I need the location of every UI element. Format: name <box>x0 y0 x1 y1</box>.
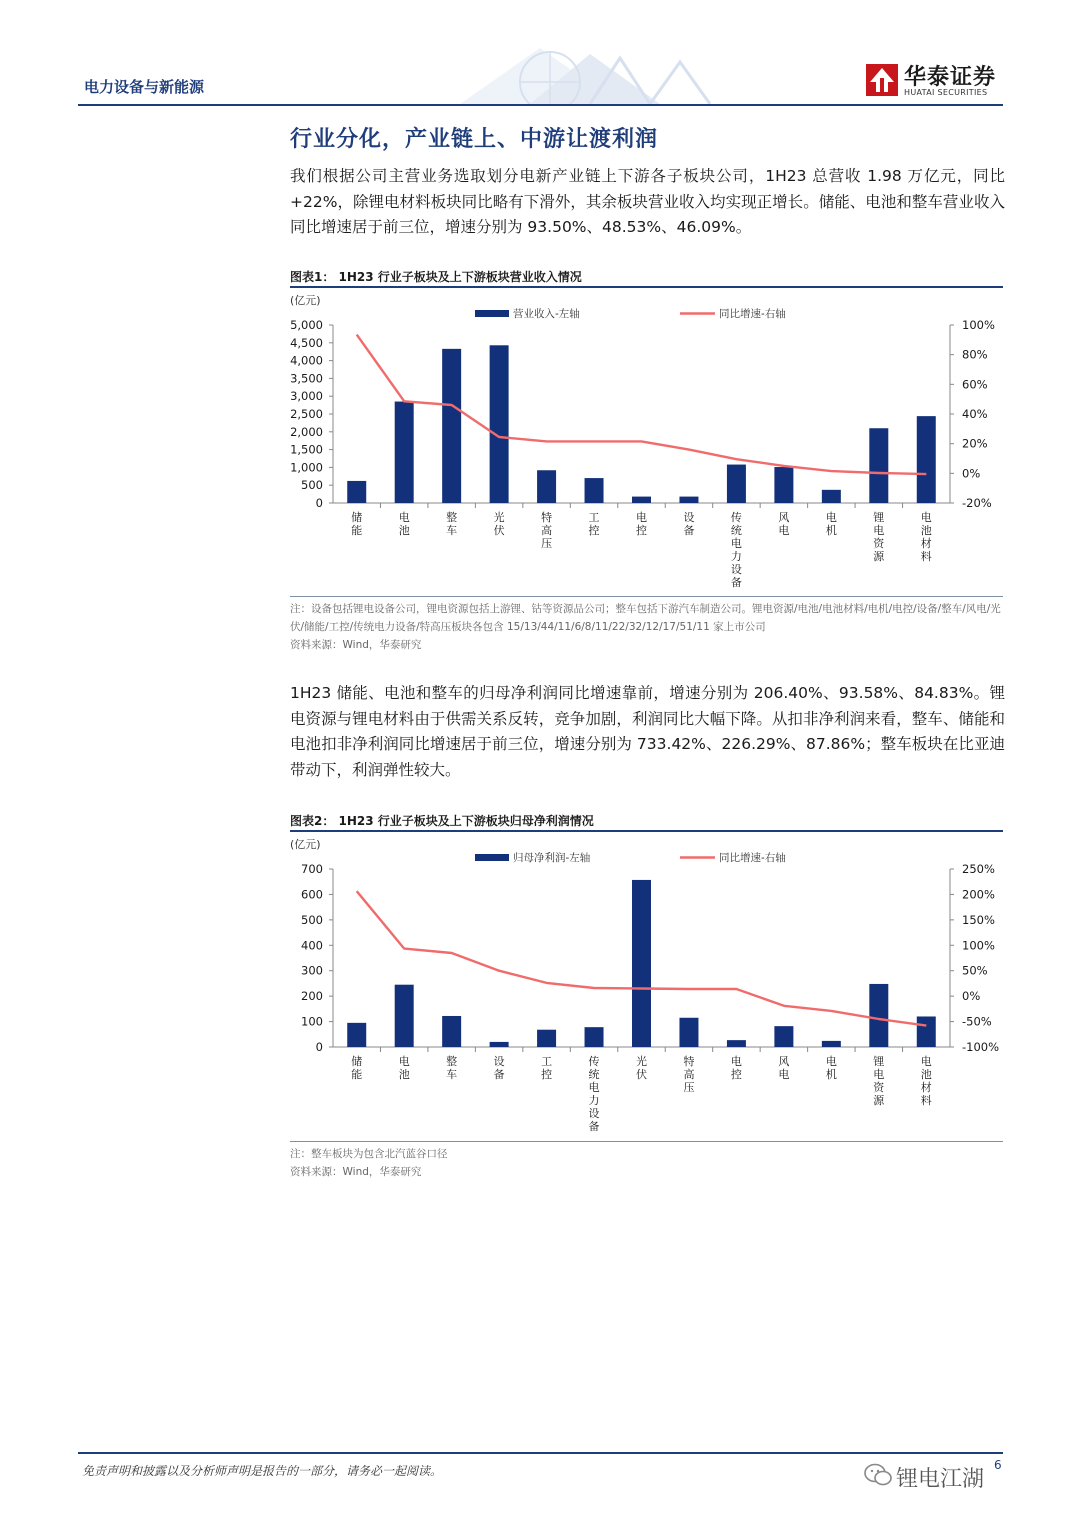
bar-工控 <box>585 478 604 503</box>
x-label-电机: 电机 <box>825 511 837 537</box>
figure2-title: 图表2： 1H23 行业子板块及上下游板块归母净利润情况 <box>290 814 594 828</box>
right-tick-label: 20% <box>962 436 988 451</box>
legend-bar-label: 营业收入-左轴 <box>513 308 580 320</box>
bar-储能 <box>347 1023 366 1047</box>
x-label-整车: 整车 <box>446 511 458 537</box>
page-number: 6 <box>994 1458 1002 1472</box>
left-tick-label: 5,000 <box>290 318 323 332</box>
figure2-note: 注：整车板块为包含北汽蓝谷口径 <box>290 1148 448 1160</box>
paragraph-profit: 1H23 储能、电池和整车的归母净利润同比增速靠前，增速分别为 206.40%、93.58%、84.83%。锂电资源与锂电材料由于供需关系反转，竞争加剧，利润同比大幅下降。从扣非净利润来看，整车、储能和电池扣非净利润同比增速居于前三位，增速分别为 733.42%、226.29%、87.86%；整车板块在比亚迪带动下，利润弹性较大。 <box>290 684 1005 779</box>
right-tick-label: 200% <box>962 887 995 902</box>
left-tick-label: 3,500 <box>290 371 323 386</box>
chart1-unit-label: (亿元) <box>290 294 321 307</box>
bar-风电 <box>774 467 793 503</box>
bar-电机 <box>822 1041 841 1047</box>
left-tick-label: 2,500 <box>290 407 323 421</box>
left-tick-label: 0 <box>315 496 323 510</box>
x-label-锂电资源: 锂电资源 <box>873 1055 885 1107</box>
figure1-chart <box>285 288 1010 593</box>
footer-rule <box>78 1452 1003 1454</box>
bar-设备 <box>490 1042 509 1047</box>
right-tick-label: 100% <box>962 938 995 953</box>
right-tick-label: 0% <box>962 466 981 481</box>
logo-text-en: HUATAI SECURITIES <box>904 88 988 97</box>
x-label-电池: 电池 <box>398 511 410 537</box>
header-rule <box>78 104 1003 106</box>
bar-整车 <box>442 349 461 503</box>
chart2-unit-label: (亿元) <box>290 838 321 851</box>
bar-光伏 <box>632 880 651 1047</box>
bar-锂电资源 <box>869 428 888 503</box>
legend-bar-swatch <box>475 310 509 317</box>
x-label-工控: 工控 <box>541 1055 553 1081</box>
figure1-source: 资料来源：Wind，华泰研究 <box>290 639 422 651</box>
figure1-bottom-rule <box>290 596 1003 597</box>
left-tick-label: 500 <box>301 478 323 493</box>
bar-特高压 <box>537 470 556 503</box>
huatai-logo-icon <box>866 64 898 96</box>
left-tick-label: 600 <box>301 887 323 902</box>
growth-line <box>357 335 927 475</box>
x-label-特高压: 特高压 <box>541 511 553 550</box>
bar-储能 <box>347 481 366 503</box>
bar-风电 <box>774 1026 793 1047</box>
x-label-锂电资源: 锂电资源 <box>873 511 885 563</box>
x-label-传统电力设备: 传统电力设备 <box>730 511 742 589</box>
legend-bar-swatch <box>475 854 509 861</box>
right-tick-label: -20% <box>962 496 992 510</box>
report-section-name: 电力设备与新能源 <box>84 78 205 96</box>
left-tick-label: 1,000 <box>290 460 323 475</box>
bar-工控 <box>537 1030 556 1047</box>
watermark-text: 锂电江湖 <box>896 1467 985 1492</box>
section-title: 行业分化，产业链上、中游让渡利润 <box>290 127 659 152</box>
left-tick-label: 2,000 <box>290 424 323 439</box>
figure1-title: 图表1： 1H23 行业子板块及上下游板块营业收入情况 <box>290 270 582 284</box>
x-label-电机: 电机 <box>825 1055 837 1081</box>
bar-整车 <box>442 1016 461 1047</box>
right-tick-label: 60% <box>962 377 988 392</box>
bar-电控 <box>727 1040 746 1047</box>
left-tick-label: 700 <box>301 862 323 876</box>
bar-传统电力设备 <box>585 1027 604 1047</box>
x-label-设备: 设备 <box>493 1055 505 1081</box>
header-decoration <box>420 38 720 106</box>
right-tick-label: 50% <box>962 963 988 978</box>
x-label-电控: 电控 <box>730 1055 742 1081</box>
bar-电机 <box>822 490 841 503</box>
right-tick-label: -50% <box>962 1014 992 1029</box>
x-label-电池: 电池 <box>398 1055 410 1081</box>
x-label-特高压: 特高压 <box>683 1055 695 1094</box>
right-tick-label: 150% <box>962 912 995 927</box>
logo-text-cn: 华泰证券 <box>904 65 997 90</box>
bar-传统电力设备 <box>727 465 746 503</box>
x-label-设备: 设备 <box>683 511 695 537</box>
legend-bar-label: 归母净利润-左轴 <box>513 852 591 864</box>
x-label-工控: 工控 <box>588 511 600 537</box>
bar-设备 <box>679 497 698 503</box>
bar-锂电资源 <box>869 984 888 1047</box>
x-label-储能: 储能 <box>351 1055 363 1081</box>
x-label-传统电力设备: 传统电力设备 <box>588 1055 600 1133</box>
x-label-电池材料: 电池材料 <box>920 511 932 563</box>
x-label-光伏: 光伏 <box>493 511 505 537</box>
left-tick-label: 100 <box>301 1014 323 1029</box>
legend-line-label: 同比增速-右轴 <box>719 308 786 320</box>
figure2-bottom-rule <box>290 1141 1003 1142</box>
bar-电池材料 <box>917 1016 936 1047</box>
right-tick-label: 40% <box>962 407 988 421</box>
figure2-source: 资料来源：Wind，华泰研究 <box>290 1166 422 1178</box>
figure2-chart <box>285 832 1010 1137</box>
left-tick-label: 500 <box>301 912 323 927</box>
x-label-电控: 电控 <box>636 511 647 537</box>
bar-电池材料 <box>917 416 936 503</box>
left-tick-label: 400 <box>301 938 323 953</box>
right-tick-label: 250% <box>962 862 995 876</box>
x-label-风电: 风电 <box>778 511 790 537</box>
paragraph-revenue: 我们根据公司主营业务选取划分电新产业链上下游各子板块公司，1H23 总营收 1.98 万亿元，同比+22%，除锂电材料板块同比略有下滑外，其余板块营业收入均实现正增长。储能、电池和整车营业收入同比增速居于前三位，增速分别为 93.50%、48.53%、46.09%。 <box>290 167 1005 236</box>
left-tick-label: 300 <box>301 963 323 978</box>
right-tick-label: 80% <box>962 347 988 362</box>
right-tick-label: -100% <box>962 1040 1000 1054</box>
left-tick-label: 1,500 <box>290 442 323 457</box>
legend-line-label: 同比增速-右轴 <box>719 852 786 864</box>
wechat-icon <box>864 1462 892 1488</box>
bar-特高压 <box>679 1018 698 1047</box>
x-label-整车: 整车 <box>446 1055 458 1081</box>
x-label-风电: 风电 <box>778 1055 790 1081</box>
left-tick-label: 200 <box>301 989 323 1004</box>
left-tick-label: 3,000 <box>290 389 323 404</box>
figure1-note: 注：设备包括锂电设备公司，锂电资源包括上游锂、钴等资源品公司；整车包括下游汽车制造公司。锂电资源/电池/电池材料/电机/电控/设备/整车/风电/光伏/储能/工控/传统电力设备/特高压板块各包含 15/13/44/11/6/8/11/22/32/12/17/51/11 家上市公司 <box>290 603 1001 633</box>
right-tick-label: 100% <box>962 318 995 332</box>
right-tick-label: 0% <box>962 989 981 1004</box>
bar-电控 <box>632 497 651 503</box>
x-label-光伏: 光伏 <box>636 1055 647 1081</box>
x-label-电池材料: 电池材料 <box>920 1055 932 1107</box>
x-label-储能: 储能 <box>351 511 363 537</box>
left-tick-label: 4,500 <box>290 335 323 350</box>
bar-电池 <box>395 985 414 1047</box>
left-tick-label: 0 <box>315 1040 323 1054</box>
bar-电池 <box>395 402 414 503</box>
footer-disclaimer: 免责声明和披露以及分析师声明是报告的一部分，请务必一起阅读。 <box>82 1464 443 1478</box>
bar-光伏 <box>490 345 509 503</box>
left-tick-label: 4,000 <box>290 353 323 368</box>
